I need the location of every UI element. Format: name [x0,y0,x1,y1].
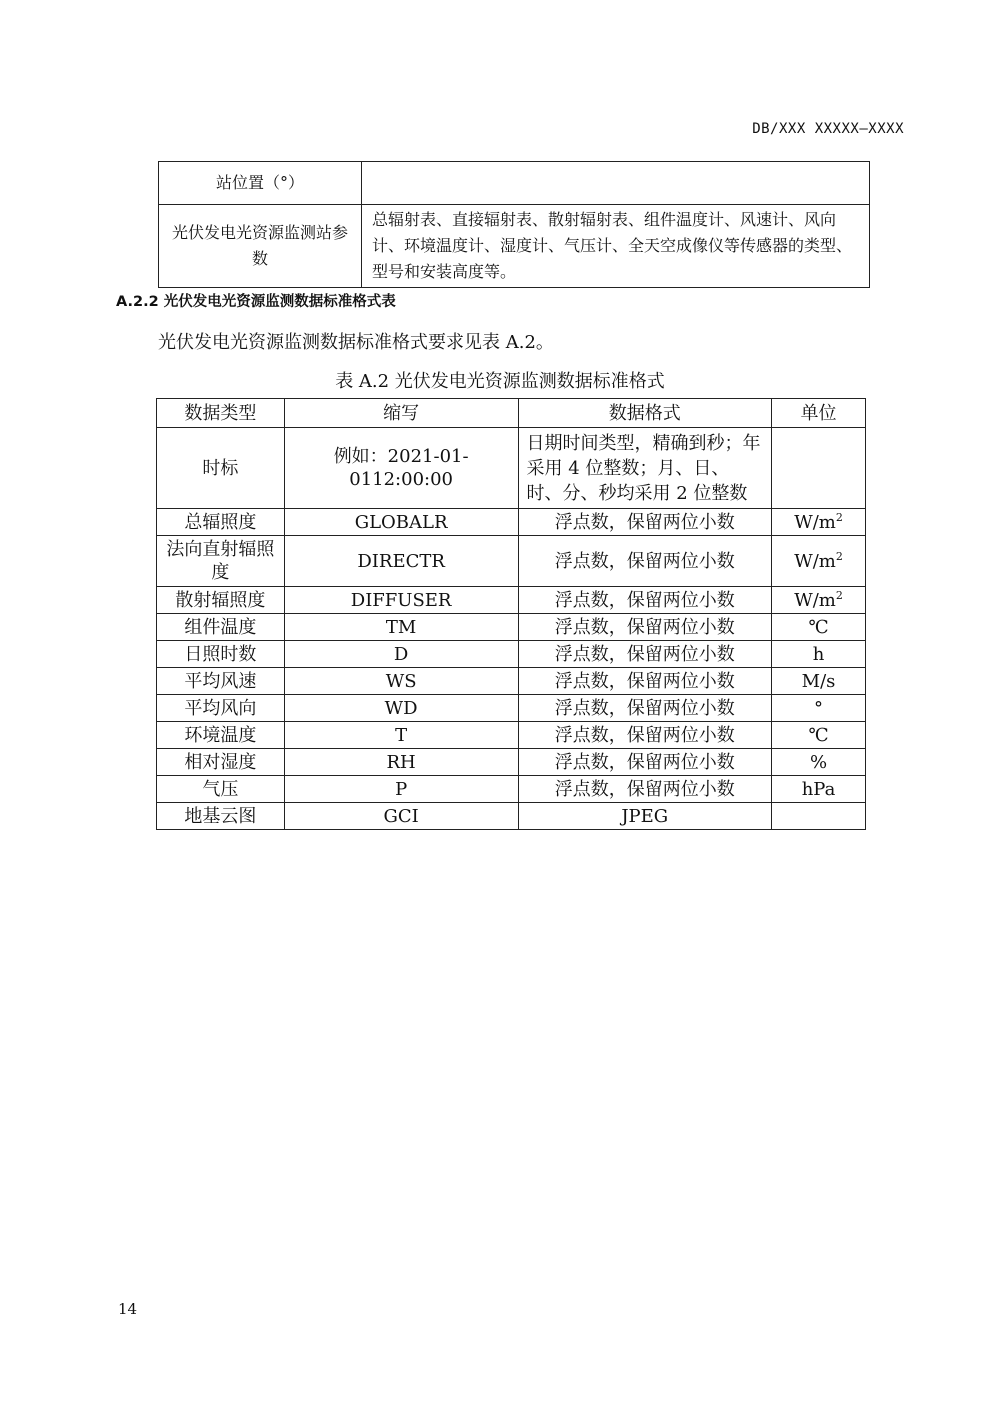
table-row [157,749,866,776]
unit-superscript: 2 [835,588,843,602]
table-row [159,162,870,205]
cell-type: 日照时数 [157,641,285,668]
station-params-value: 总辐射表、直接辐射表、散射辐射表、组件温度计、风速计、风向计、环境温度计、湿度计、气压计、全天空成像仪等传感器的类型、型号和安装高度等。 [362,205,870,288]
table-row [157,641,866,668]
table-row [157,722,866,749]
unit-text: W/m [794,550,836,572]
cell-abbr: DIFFUSER [284,587,518,614]
cell-abbr: GCI [284,803,518,830]
cell-abbr: WD [284,695,518,722]
cell-abbr: T [284,722,518,749]
cell-unit: h [772,641,866,668]
table-row [157,614,866,641]
header-unit: 单位 [772,399,866,428]
cell-abbr: RH [284,749,518,776]
table-row [157,509,866,536]
table-row [157,587,866,614]
cell-format: 浮点数，保留两位小数 [518,587,772,614]
cell-unit: ° [772,695,866,722]
cell-type: 法向直射辐照度 [157,536,285,587]
cell-format: 浮点数，保留两位小数 [518,776,772,803]
unit-text: W/m [794,511,836,533]
cell-abbr: GLOBALR [284,509,518,536]
cell-type: 气压 [157,776,285,803]
header-format: 数据格式 [518,399,772,428]
station-position-label: 站位置（°） [159,162,362,205]
station-params-label: 光伏发电光资源监测站参数 [159,205,362,288]
unit-text: W/m [794,589,836,611]
cell-abbr: 例如：2021-01-0112:00:00 [284,428,518,509]
unit-superscript: 2 [835,549,843,563]
cell-format: 浮点数，保留两位小数 [518,614,772,641]
cell-format: 日期时间类型，精确到秒；年采用 4 位整数；月、日、时、分、秒均采用 2 位整数 [518,428,772,509]
cell-unit [772,428,866,509]
cell-format: 浮点数，保留两位小数 [518,509,772,536]
cell-abbr: P [284,776,518,803]
data-format-table [156,398,866,830]
cell-format: JPEG [518,803,772,830]
cell-abbr: D [284,641,518,668]
cell-unit [772,536,866,587]
cell-unit: ℃ [772,722,866,749]
cell-type: 总辐照度 [157,509,285,536]
cell-unit [772,803,866,830]
cell-abbr: DIRECTR [284,536,518,587]
table-header-row [157,399,866,428]
cell-unit [772,509,866,536]
section-heading: A.2.2 光伏发电光资源监测数据标准格式表 [116,294,396,310]
cell-format: 浮点数，保留两位小数 [518,695,772,722]
cell-unit: hPa [772,776,866,803]
station-position-value [362,162,870,205]
cell-type: 时标 [157,428,285,509]
page-number: 14 [118,1300,138,1318]
table-row [157,668,866,695]
cell-abbr: WS [284,668,518,695]
cell-type: 平均风向 [157,695,285,722]
cell-unit: M/s [772,668,866,695]
cell-format: 浮点数，保留两位小数 [518,722,772,749]
cell-format: 浮点数，保留两位小数 [518,536,772,587]
unit-superscript: 2 [835,510,843,524]
cell-type: 相对湿度 [157,749,285,776]
header-abbr: 缩写 [284,399,518,428]
body-paragraph: 光伏发电光资源监测数据标准格式要求见表 A.2。 [158,332,554,353]
table-row [157,428,866,509]
document-code: DB/XXX XXXXX—XXXX [752,121,904,137]
cell-format: 浮点数，保留两位小数 [518,668,772,695]
cell-abbr: TM [284,614,518,641]
table-row [157,776,866,803]
cell-unit: % [772,749,866,776]
cell-format: 浮点数，保留两位小数 [518,641,772,668]
cell-type: 散射辐照度 [157,587,285,614]
header-data-type: 数据类型 [157,399,285,428]
station-info-table [158,161,870,288]
table-row [157,536,866,587]
table-caption: 表 A.2 光伏发电光资源监测数据标准格式 [335,371,665,392]
cell-unit: ℃ [772,614,866,641]
cell-format: 浮点数，保留两位小数 [518,749,772,776]
table-row [159,205,870,288]
cell-type: 组件温度 [157,614,285,641]
cell-type: 环境温度 [157,722,285,749]
cell-type: 地基云图 [157,803,285,830]
table-row [157,803,866,830]
table-row [157,695,866,722]
cell-unit [772,587,866,614]
cell-type: 平均风速 [157,668,285,695]
